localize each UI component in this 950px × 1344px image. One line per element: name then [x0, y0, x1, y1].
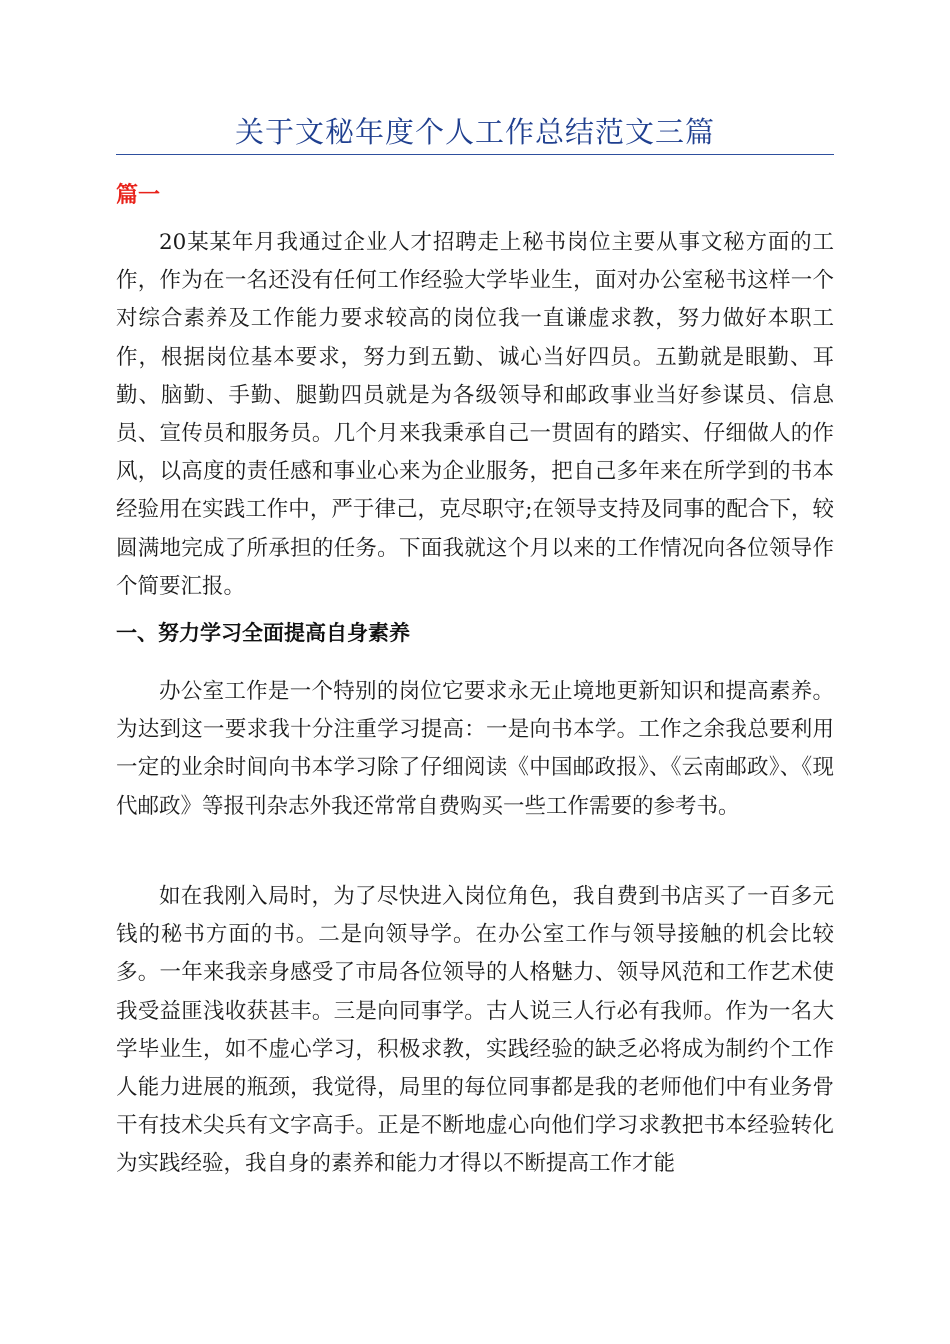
section-label: 篇一 [116, 183, 161, 208]
title-underline [116, 154, 834, 155]
document-title: 关于文秘年度个人工作总结范文三篇 [234, 115, 715, 149]
paragraph-3: 如在我刚入局时，为了尽快进入岗位角色，我自费到书店买了一百多元钱的秘书方面的书。二是向领导学。在办公室工作与领导接触的机会比较多。一年来我亲身感受了市局各位领导的人格魅力、领导风范和工作艺术使我受益匪浅收获甚丰。三是向同事学。古人说三人行必有我师。作为一名大学毕业生，如不虚心学习，积极求教，实践经验的缺乏必将成为制约个工作人能力进展的瓶颈，我觉得，局里的每位同事都是我的老师他们中有业务骨干有技术尖兵有文字高手。正是不断地虚心向他们学习求教把书本经验转化为实践经验，我自身的素养和能力才得以不断提高工作才能 [116, 884, 834, 1177]
paragraph-2: 办公室工作是一个特别的岗位它要求永无止境地更新知识和提高素养。为达到这一要求我十分注重学习提高：一是向书本学。工作之余我总要利用一定的业余时间向书本学习除了仔细阅读《中国邮政报》、《云南邮政》、《现代邮政》等报刊杂志外我还常常自费购买一些工作需要的参考书。 [116, 679, 834, 819]
paragraph-1: 20某某年月我通过企业人才招聘走上秘书岗位主要从事文秘方面的工作，作为在一名还没有任何工作经验大学毕业生，面对办公室秘书这样一个对综合素养及工作能力要求较高的岗位我一直谦虚求教，努力做好本职工作，根据岗位基本要求，努力到五勤、诚心当好四员。五勤就是眼勤、耳勤、脑勤、手勤、腿勤四员就是为各级领导和邮政事业当好参谋员、信息员、宣传员和服务员。几个月来我秉承自己一贯固有的踏实、仔细做人的作风，以高度的责任感和事业心来为企业服务，把自己多年来在所学到的书本经验用在实践工作中，严于律己，克尽职守;在领导支持及同事的配合下，较圆满地完成了所承担的任务。下面我就这个月以来的工作情况向各位领导作个简要汇报。 [116, 230, 834, 599]
subheading-1: 一、努力学习全面提高自身素养 [116, 621, 410, 645]
